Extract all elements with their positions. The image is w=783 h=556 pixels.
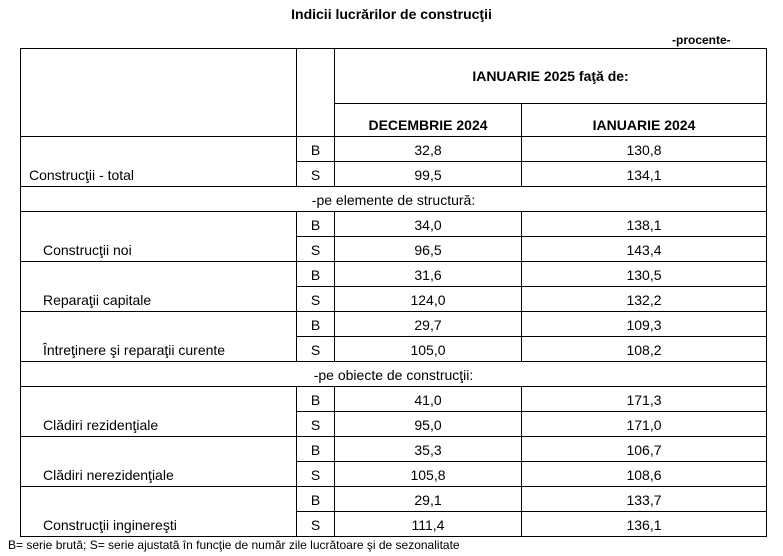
table-row bbox=[21, 262, 767, 287]
table-title: Indicii lucrărilor de construcţii bbox=[291, 6, 492, 22]
value-cell: 124,0 bbox=[335, 287, 522, 312]
value-cell: 96,5 bbox=[335, 237, 522, 262]
section-heading: -pe obiecte de construcţii: bbox=[21, 362, 767, 387]
value-cell: 130,8 bbox=[522, 137, 767, 162]
value-cell: 138,1 bbox=[522, 212, 767, 237]
value-cell: 106,7 bbox=[522, 437, 767, 462]
value-cell: 143,4 bbox=[522, 237, 767, 262]
row-label: Construcţii - total bbox=[21, 137, 297, 187]
value-cell: 171,0 bbox=[522, 412, 767, 437]
series-code: S bbox=[297, 337, 335, 362]
value-cell: 29,7 bbox=[335, 312, 522, 337]
table-row bbox=[21, 212, 767, 237]
series-code: B bbox=[297, 137, 335, 162]
section-row bbox=[21, 187, 767, 212]
row-label: Întreţinere şi reparaţii curente bbox=[21, 312, 297, 362]
series-code: B bbox=[297, 262, 335, 287]
value-cell: 109,3 bbox=[522, 312, 767, 337]
table-row bbox=[21, 437, 767, 462]
value-cell: 111,4 bbox=[335, 512, 522, 537]
value-cell: 133,7 bbox=[522, 487, 767, 512]
value-cell: 105,0 bbox=[335, 337, 522, 362]
table-row bbox=[21, 312, 767, 337]
series-code: S bbox=[297, 162, 335, 187]
series-code: S bbox=[297, 412, 335, 437]
value-cell: 108,2 bbox=[522, 337, 767, 362]
series-code: B bbox=[297, 212, 335, 237]
footnote: B= serie brută; S= serie ajustată în funcţie de număr zile lucrătoare şi de sezonalitate bbox=[8, 538, 460, 552]
row-label: Construcţii noi bbox=[21, 212, 297, 262]
value-cell: 34,0 bbox=[335, 212, 522, 237]
row-label: Clădiri rezidenţiale bbox=[21, 387, 297, 437]
row-label: Construcţii inginereşti bbox=[21, 487, 297, 537]
value-cell: 31,6 bbox=[335, 262, 522, 287]
series-code: S bbox=[297, 512, 335, 537]
header-period: IANUARIE 2025 faţă de: bbox=[335, 49, 767, 104]
value-cell: 108,6 bbox=[522, 462, 767, 487]
row-label: Reparaţii capitale bbox=[21, 262, 297, 312]
value-cell: 171,3 bbox=[522, 387, 767, 412]
series-code: S bbox=[297, 462, 335, 487]
section-row bbox=[21, 362, 767, 387]
unit-label: -procente- bbox=[672, 33, 731, 47]
series-code: B bbox=[297, 312, 335, 337]
index-table bbox=[20, 48, 767, 537]
value-cell: 32,8 bbox=[335, 137, 522, 162]
table-row bbox=[21, 387, 767, 412]
row-label: Clădiri nerezidenţiale bbox=[21, 437, 297, 487]
value-cell: 132,2 bbox=[522, 287, 767, 312]
value-cell: 95,0 bbox=[335, 412, 522, 437]
value-cell: 130,5 bbox=[522, 262, 767, 287]
header-col-december-2024: DECEMBRIE 2024 bbox=[335, 104, 522, 137]
table-row bbox=[21, 487, 767, 512]
value-cell: 99,5 bbox=[335, 162, 522, 187]
value-cell: 134,1 bbox=[522, 162, 767, 187]
value-cell: 41,0 bbox=[335, 387, 522, 412]
series-code: B bbox=[297, 487, 335, 512]
header-series-cell bbox=[297, 49, 335, 137]
value-cell: 105,8 bbox=[335, 462, 522, 487]
header-col-january-2024: IANUARIE 2024 bbox=[522, 104, 767, 137]
series-code: S bbox=[297, 237, 335, 262]
series-code: S bbox=[297, 287, 335, 312]
series-code: B bbox=[297, 387, 335, 412]
value-cell: 136,1 bbox=[522, 512, 767, 537]
table-row bbox=[21, 137, 767, 162]
series-code: B bbox=[297, 437, 335, 462]
value-cell: 29,1 bbox=[335, 487, 522, 512]
value-cell: 35,3 bbox=[335, 437, 522, 462]
header-blank-cell bbox=[21, 49, 297, 137]
section-heading: -pe elemente de structură: bbox=[21, 187, 767, 212]
